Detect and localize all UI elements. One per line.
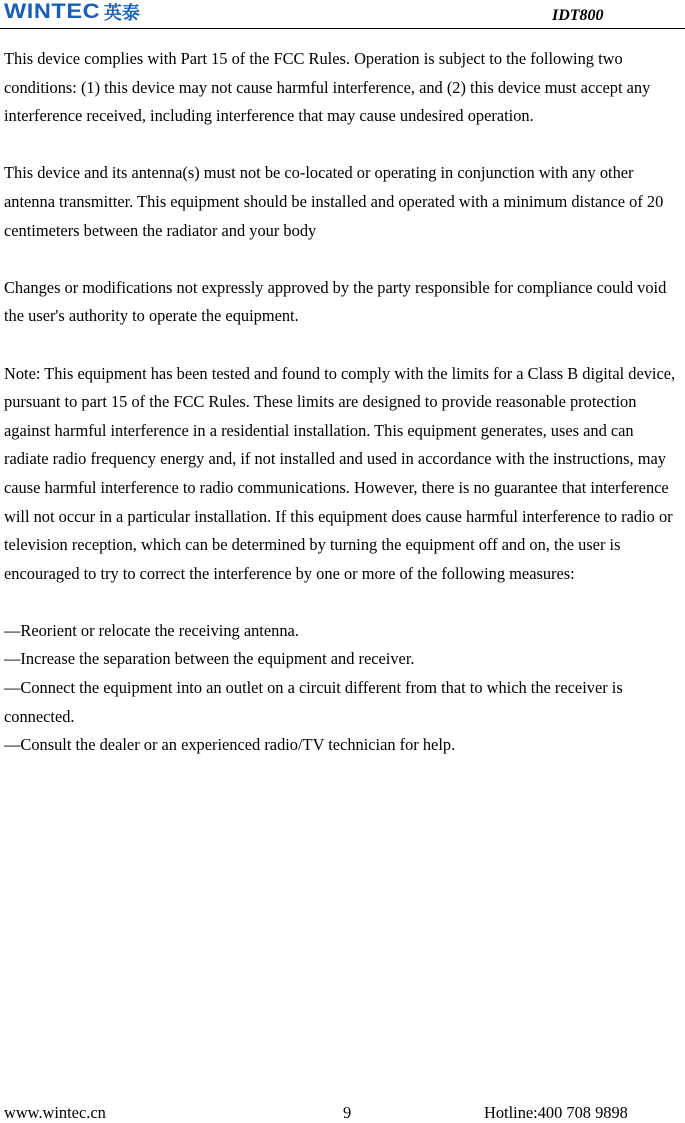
list-item: —Increase the separation between the equipment and receiver. xyxy=(4,649,415,669)
footer-website: www.wintec.cn xyxy=(4,1103,106,1122)
list-item: —Reorient or relocate the receiving antenna. xyxy=(4,620,299,640)
logo-wordmark: WINTEC xyxy=(4,0,101,23)
list-item: —Consult the dealer or an experienced radio/TV technician for help. xyxy=(4,735,456,755)
footer-hotline: Hotline:400 708 9898 xyxy=(484,1103,628,1122)
model-number: IDT800 xyxy=(552,7,604,24)
measures-list xyxy=(4,617,676,760)
class-b-note-paragraph: Note: This equipment has been tested and found to comply with the limits for a Class B digital device, pursuant to part 15 of the FCC Rules. These limits are designed to provide reasonable protection against harmful interference in a residential installation. This equipment generates, uses and can radiate radio frequency energy and, if not installed and used in accordance with the instructions, may cause harmful interference to radio communications. However, there is no guarantee that interference will not occur in a particular installation. If this equipment does cause harmful interference to radio or television reception, which can be determined by turning the equipment off and on, the user is encouraged to try to correct the interference by one or more of the following measures: xyxy=(4,363,676,583)
colocation-paragraph: This device and its antenna(s) must not be co-located or operating in conjunction with any other antenna transmitter. This equipment should be installed and operated with a minimum distance of 20 centimeters between the radiator and your body xyxy=(4,163,664,240)
logo-chinese-name: 英泰 xyxy=(103,3,140,24)
list-item: —Connect the equipment into an outlet on a circuit different from that to which the receiver is connected. xyxy=(4,678,623,726)
modifications-paragraph: Changes or modifications not expressly approved by the party responsible for compliance could void the user's authority to operate the equipment. xyxy=(4,277,667,326)
compliance-paragraph: This device complies with Part 15 of the FCC Rules. Operation is subject to the following two conditions: (1) this device may not cause harmful interference, and (2) this device must accept any interference received, including interference that may cause undesired operation. xyxy=(4,49,651,126)
header-divider xyxy=(0,28,685,29)
wintec-logo xyxy=(4,0,140,24)
page-number: 9 xyxy=(343,1103,352,1122)
fcc-statement xyxy=(4,45,676,760)
page-header xyxy=(0,0,685,30)
